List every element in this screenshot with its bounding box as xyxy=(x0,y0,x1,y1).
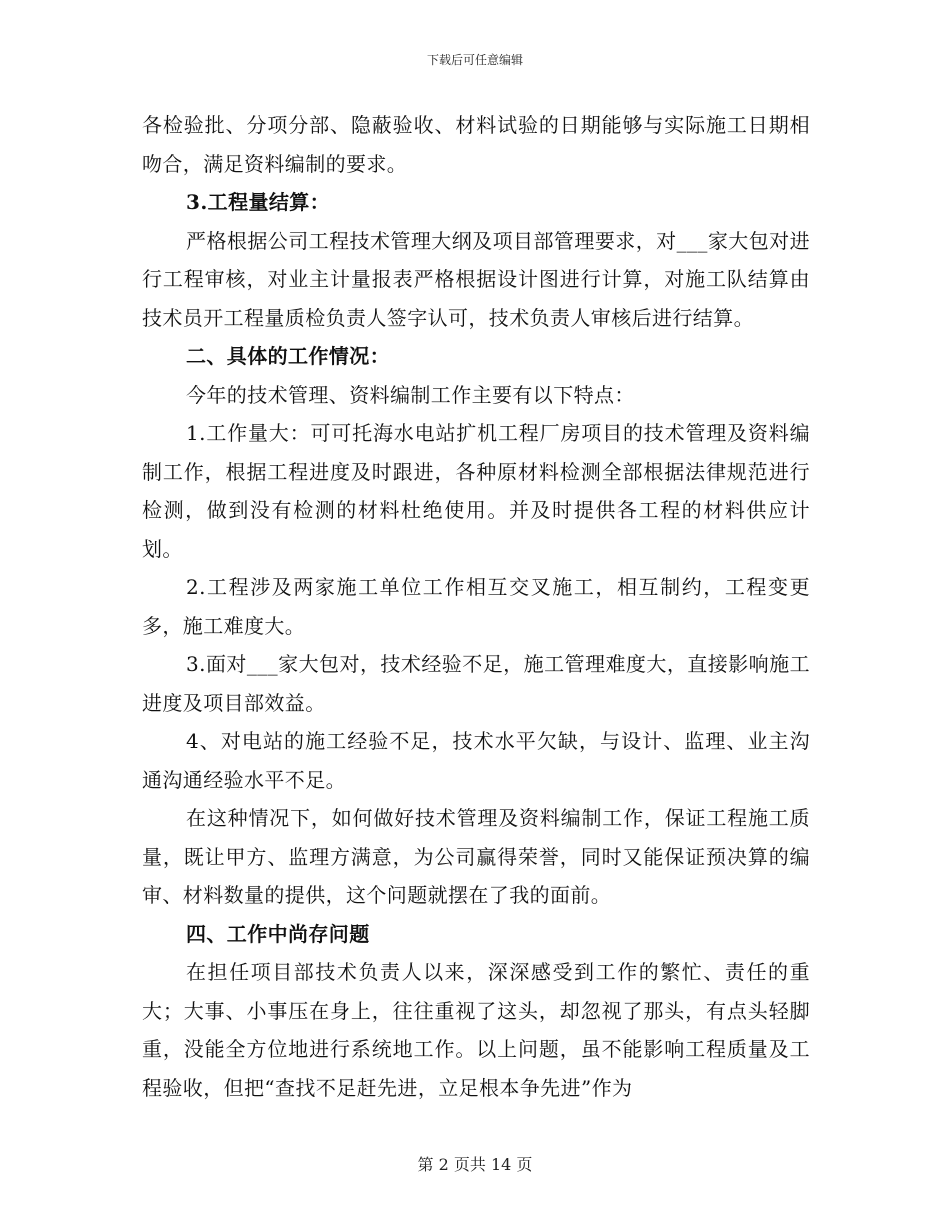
paragraph-settlement: 严格根据公司工程技术管理大纲及项目部管理要求，对___家大包对进行工程审核，对业主计量报表严格根据设计图进行计算，对施工队结算由技术员开工程量质检负责人签字认可，技术负责人审核后进行结算。 xyxy=(142,228,810,330)
page-header: 下载后可任意编辑 xyxy=(426,53,523,67)
heading-work-situation: 二、具体的工作情况： xyxy=(186,344,390,368)
paragraph-problems: 在担任项目部技术负责人以来，深深感受到工作的繁忙、责任的重大；大事、小事压在身上，往往重视了这头，却忽视了那头，有点头轻脚重，没能全方位地进行系统地工作。以上问题，虽不能影响工程质量及工程验收，但把“查找不足赶先进，立足根本争先进”作为 xyxy=(142,960,810,1100)
paragraph-situation: 在这种情况下，如何做好技术管理及资料编制工作，保证工程施工质量，既让甲方、监理方满意，为公司赢得荣誉，同时又能保证预决算的编审、材料数量的提供，这个问题就摆在了我的面前。 xyxy=(142,806,810,907)
paragraph-feature-4: 4、对电站的施工经验不足，技术水平欠缺，与设计、监理、业主沟通沟通经验水平不足。 xyxy=(142,729,810,792)
paragraph-dates: 各检验批、分项分部、隐蔽验收、材料试验的日期能够与实际施工日期相吻合，满足资料编制的要求。 xyxy=(142,113,810,176)
paragraph-features-intro: 今年的技术管理、资料编制工作主要有以下特点： xyxy=(186,382,635,407)
heading-remaining-problems: 四、工作中尚存问题 xyxy=(186,921,370,946)
page-number: 第 2 页共 14 页 xyxy=(417,1155,533,1174)
document-body xyxy=(142,106,810,1107)
paragraph-feature-1: 1.工作量大：可可托海水电站扩机工程厂房项目的技术管理及资料编制工作，根据工程进度及时跟进，各种原材料检测全部根据法律规范进行检测，做到没有检测的材料杜绝使用。并及时提供各工程的材料供应计划。 xyxy=(142,421,810,561)
heading-quantity-settlement: 3.工程量结算： xyxy=(186,190,331,214)
paragraph-feature-2: 2.工程涉及两家施工单位工作相互交叉施工，相互制约，工程变更多，施工难度大。 xyxy=(142,575,810,638)
paragraph-feature-3: 3.面对___家大包对，技术经验不足，施工管理难度大，直接影响施工进度及项目部效益。 xyxy=(142,652,810,715)
